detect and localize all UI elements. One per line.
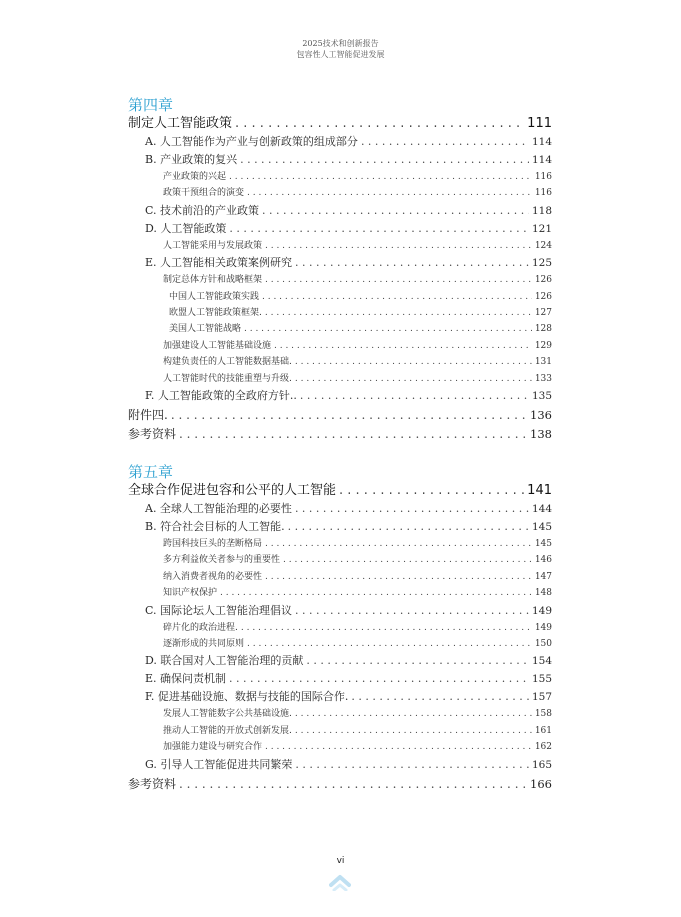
toc-entry[interactable] <box>128 739 552 755</box>
entry-page: 165 <box>531 758 552 771</box>
entry-page: 125 <box>531 257 552 270</box>
toc-entry[interactable] <box>128 536 552 552</box>
toc-entry[interactable] <box>128 220 552 238</box>
entry-text: B. 产业政策的复兴 <box>145 153 238 166</box>
entry-text: G. 引导人工智能促进共同繁荣 <box>145 757 293 771</box>
leader-dots <box>229 169 532 185</box>
entry-page: 166 <box>530 776 552 791</box>
entry-page: 149 <box>531 604 552 617</box>
entry-text: 推动人工智能的开放式创新发展. <box>163 725 292 736</box>
toc-entry[interactable] <box>128 585 552 601</box>
toc-entry[interactable] <box>128 569 552 585</box>
entry-text: D. 人工智能政策 <box>145 221 227 235</box>
entry-text: 发展人工智能数字公共基础设施. <box>163 709 292 720</box>
entry-page: 114 <box>531 136 552 148</box>
leader-dots <box>240 151 529 168</box>
entry-text: 制定总体方针和战略框架 <box>163 275 263 286</box>
entry-text: 逐渐形成的共同原则 <box>163 639 245 650</box>
toc-entry[interactable] <box>128 620 552 636</box>
entry-text: 加强能力建设与研究合作 <box>163 742 263 753</box>
leader-dots <box>295 723 532 739</box>
toc-entry[interactable] <box>128 688 552 706</box>
entry-page: 141 <box>527 483 552 498</box>
entry-page: 162 <box>534 742 552 753</box>
entry-page: 126 <box>534 275 552 286</box>
toc-entry[interactable] <box>128 636 552 652</box>
entry-page: 136 <box>530 408 552 423</box>
entry-text: A. 人工智能作为产业与创新政策的组成部分 <box>145 135 358 148</box>
chapter-title-entry[interactable] <box>128 481 552 500</box>
entry-page: 126 <box>534 291 552 302</box>
running-header <box>0 38 681 60</box>
leader-dots <box>265 739 532 755</box>
entry-text: 构建负责任的人工智能数据基础. <box>163 357 292 368</box>
leader-dots <box>265 536 532 552</box>
leader-dots <box>262 289 532 305</box>
toc-entry[interactable] <box>128 321 552 337</box>
leader-dots <box>361 133 529 150</box>
toc-entry[interactable] <box>128 254 552 272</box>
entry-page: 149 <box>534 622 552 633</box>
toc-entry[interactable] <box>128 272 552 288</box>
entry-page: 145 <box>531 521 552 533</box>
toc-entry[interactable] <box>128 518 552 536</box>
entry-page: 146 <box>534 555 552 566</box>
leader-dots <box>300 387 529 404</box>
leader-dots <box>241 620 532 636</box>
entry-text: 参考资料 <box>128 776 177 791</box>
entry-text: C. 技术前沿的产业政策 <box>145 203 260 217</box>
entry-page: 150 <box>534 639 552 650</box>
entry-text: 加强建设人工智能基础设施 <box>163 340 272 351</box>
leader-dots <box>274 338 532 354</box>
leader-dots <box>229 220 529 237</box>
chapter-label: 第五章 <box>128 463 174 481</box>
toc-entry[interactable] <box>128 238 552 254</box>
leader-dots <box>339 481 524 500</box>
toc-entry[interactable] <box>128 756 552 774</box>
entry-page: 148 <box>534 588 552 599</box>
leader-dots <box>262 202 529 219</box>
leader-dots <box>265 238 532 254</box>
entry-page: 161 <box>534 725 552 736</box>
toc-entry[interactable] <box>128 151 552 169</box>
leader-dots <box>295 602 529 619</box>
entry-text: A. 全球人工智能治理的必要性 <box>145 502 292 515</box>
entry-page: 138 <box>530 427 552 442</box>
entry-text: 人工智能采用与发展政策 <box>163 240 263 251</box>
entry-list <box>128 133 552 405</box>
entry-text: E. 人工智能相关政策案例研究 <box>145 256 293 270</box>
entry-text: F. 促进基础设施、数据与技能的国际合作. <box>145 690 349 704</box>
entry-page: 131 <box>534 357 552 368</box>
references-entry[interactable] <box>128 775 552 794</box>
report-title: 2025技术和创新报告 <box>302 39 379 48</box>
entry-page: 158 <box>534 709 552 720</box>
chapter-label: 第四章 <box>128 96 174 114</box>
entry-page: 145 <box>534 539 552 549</box>
leader-dots <box>295 706 532 722</box>
entry-text: 中国人工智能政策实践 <box>169 291 260 302</box>
entry-text: 政策干预组合的演变 <box>163 188 245 199</box>
entry-text: E. 确保问责机制 <box>145 672 227 686</box>
toc-entry[interactable] <box>128 185 552 201</box>
entry-page: 144 <box>531 503 552 515</box>
leader-dots <box>179 775 527 794</box>
entry-text: 跨国科技巨头的垄断格局 <box>163 539 263 549</box>
entry-text: D. 联合国对人工智能治理的贡献 <box>145 654 304 668</box>
toc-entry[interactable] <box>128 133 552 151</box>
entry-page: 116 <box>534 172 552 182</box>
leader-dots <box>247 636 532 652</box>
entry-text: B. 符合社会目标的人工智能. <box>145 520 285 533</box>
entry-text: 知识产权保护 <box>163 588 218 599</box>
entry-text: 产业政策的兴起 <box>163 172 227 182</box>
entry-text: 纳入消费者视角的必要性 <box>163 571 263 582</box>
toc-entry[interactable] <box>128 500 552 518</box>
entry-text: 碎片化的政治进程. <box>163 622 238 633</box>
leader-dots <box>295 354 532 370</box>
references-entry[interactable] <box>128 425 552 444</box>
entry-page: 111 <box>527 116 552 131</box>
leader-dots <box>244 321 532 337</box>
toc-entry[interactable] <box>128 371 552 387</box>
entry-page: 154 <box>531 655 552 668</box>
leader-dots <box>306 652 529 669</box>
entry-page: 147 <box>534 571 552 582</box>
toc-entry[interactable] <box>128 354 552 370</box>
chapter-5-toc <box>128 463 552 794</box>
toc-entry[interactable] <box>128 289 552 305</box>
leader-dots <box>295 500 529 517</box>
leader-dots <box>295 254 529 271</box>
entry-page: 133 <box>534 373 552 384</box>
leader-dots <box>265 569 532 585</box>
toc-entry[interactable] <box>128 652 552 670</box>
entry-text: 制定人工智能政策 <box>128 116 233 131</box>
annex-entry[interactable] <box>128 406 552 425</box>
leader-dots <box>265 305 532 321</box>
chevron-up-icon[interactable] <box>329 873 351 891</box>
leader-dots <box>171 406 527 425</box>
toc-entry[interactable] <box>128 202 552 220</box>
leader-dots <box>235 114 524 133</box>
leader-dots <box>295 371 532 387</box>
toc-entry[interactable] <box>128 338 552 354</box>
entry-page: 157 <box>531 691 552 704</box>
toc-entry[interactable] <box>128 602 552 620</box>
entry-text: 附件四. <box>128 408 168 423</box>
toc-entry[interactable] <box>128 305 552 321</box>
entry-text: F. 人工智能政策的全政府方针.. <box>145 389 297 403</box>
entry-page: 135 <box>531 390 552 403</box>
toc-entry[interactable] <box>128 706 552 722</box>
leader-dots <box>179 425 527 444</box>
page-number: vi <box>336 856 345 866</box>
entry-page: 116 <box>534 188 552 199</box>
leader-dots <box>265 272 532 288</box>
entry-text: 欧盟人工智能政策框架. <box>169 308 262 319</box>
entry-page: 118 <box>531 204 552 217</box>
toc-entry[interactable] <box>128 670 552 688</box>
leader-dots <box>247 185 532 201</box>
entry-text: 参考资料 <box>128 427 177 442</box>
entry-list <box>128 500 552 774</box>
leader-dots <box>229 670 529 687</box>
entry-text: 人工智能时代的技能重塑与升级. <box>163 373 292 384</box>
toc-entry[interactable] <box>128 169 552 185</box>
entry-page: 129 <box>534 340 552 351</box>
leader-dots <box>295 756 529 773</box>
leader-dots <box>288 518 529 535</box>
entry-page: 128 <box>534 324 552 335</box>
entry-text: 美国人工智能战略 <box>169 324 242 335</box>
entry-text: C. 国际论坛人工智能治理倡议 <box>145 603 293 617</box>
toc-entry[interactable] <box>128 387 552 405</box>
chapter-4-toc <box>128 96 552 444</box>
entry-page: 114 <box>531 154 552 166</box>
entry-page: 155 <box>531 673 552 686</box>
toc-entry[interactable] <box>128 723 552 739</box>
leader-dots <box>220 585 532 601</box>
leader-dots <box>351 688 529 705</box>
report-subtitle: 包容性人工智能促进发展 <box>296 50 385 59</box>
toc-entry[interactable] <box>128 552 552 568</box>
entry-page: 121 <box>531 222 552 235</box>
entry-page: 124 <box>534 240 552 251</box>
chapter-title-entry[interactable] <box>128 114 552 133</box>
entry-text: 多方利益攸关者参与的重要性 <box>163 555 281 566</box>
entry-text: 全球合作促进包容和公平的人工智能 <box>128 483 337 498</box>
leader-dots <box>283 552 532 568</box>
entry-page: 127 <box>534 308 552 319</box>
